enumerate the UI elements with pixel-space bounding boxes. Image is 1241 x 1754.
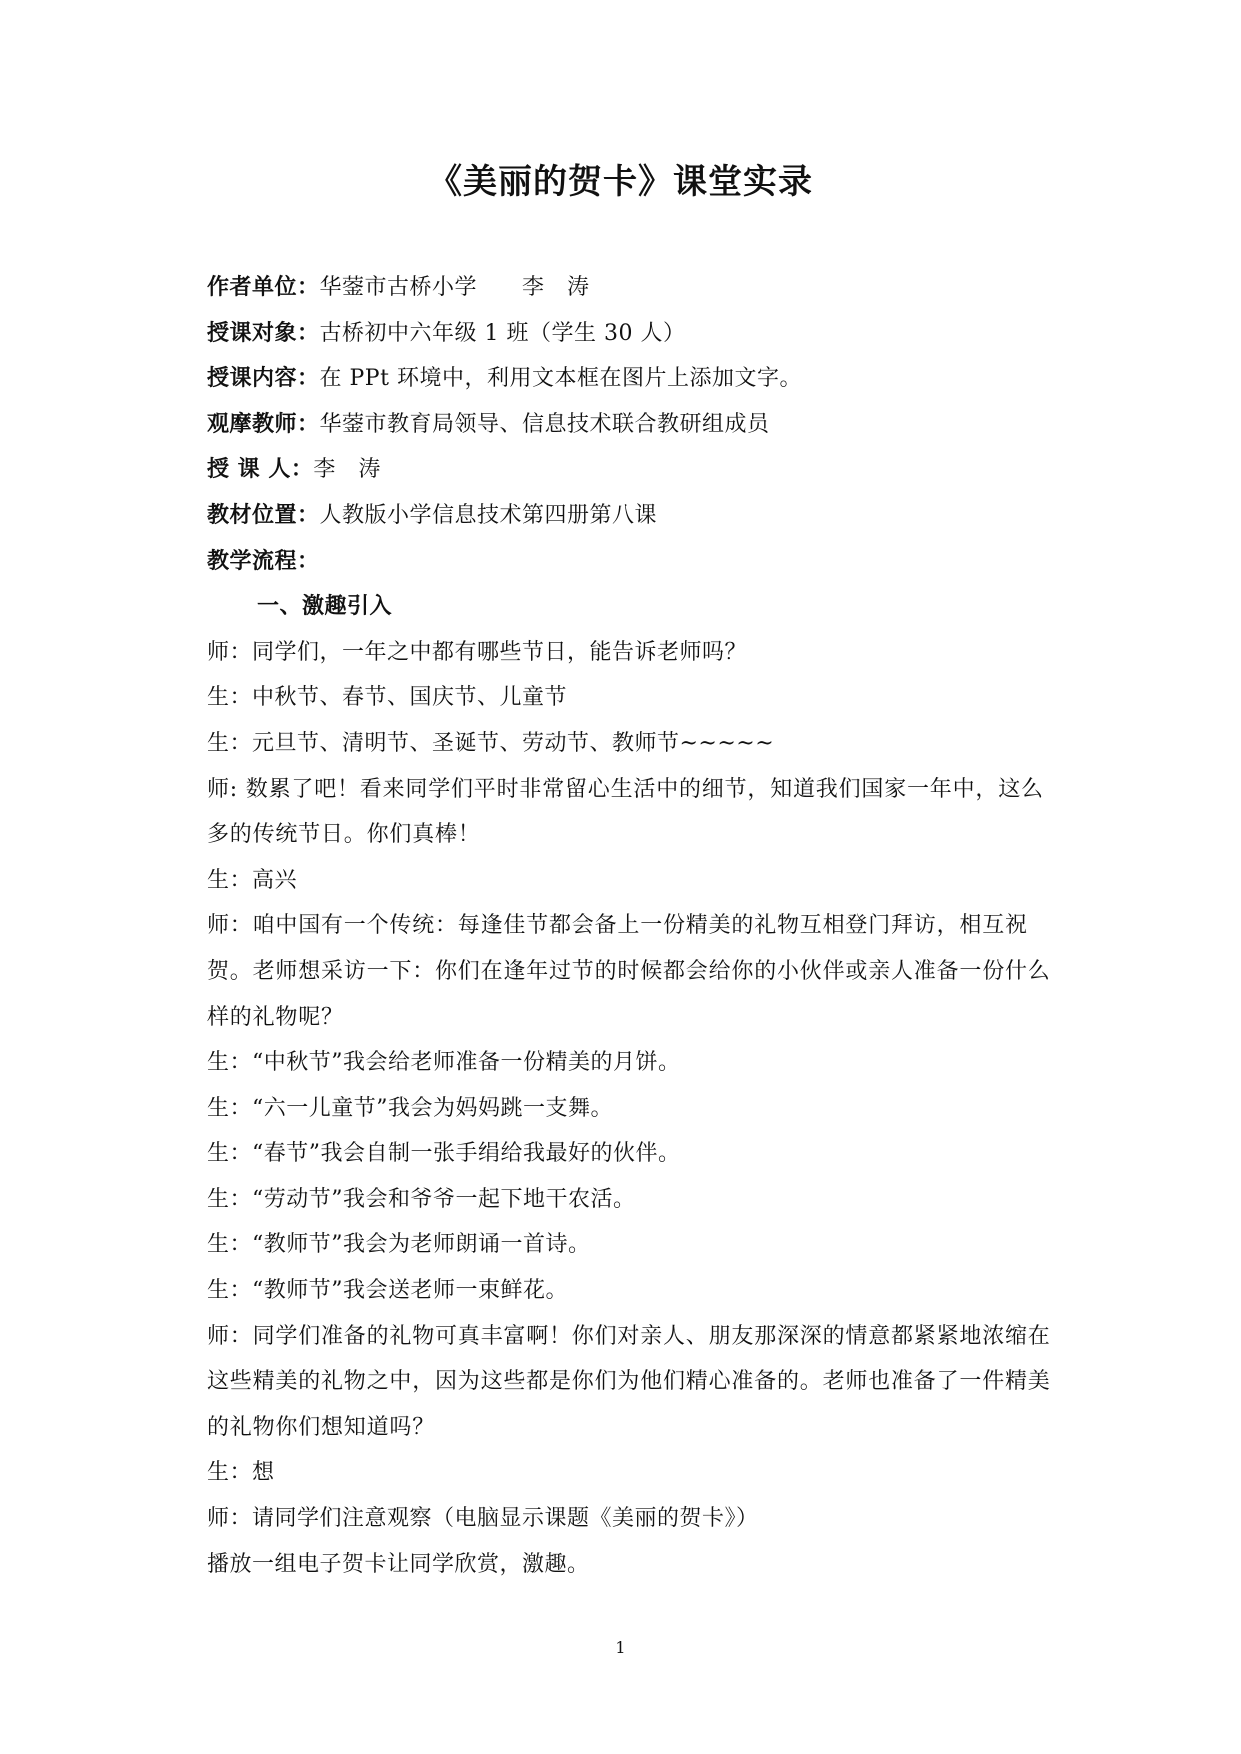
dialogue-line: 师：同学们准备的礼物可真丰富啊！你们对亲人、朋友那深深的情意都紧紧地浓缩在这些精美的礼物之中，因为这些都是你们为他们精心准备的。老师也准备了一件精美的礼物你们想知道吗？ bbox=[207, 1323, 1051, 1440]
dialogue-line: 生：中秋节、春节、国庆节、儿童节 bbox=[207, 685, 568, 711]
meta-line-process bbox=[207, 539, 1057, 585]
meta-label: 授 课 人： bbox=[207, 457, 314, 483]
page-number: 1 bbox=[615, 1638, 626, 1657]
meta-label: 授课对象： bbox=[207, 320, 320, 346]
dialogue-line: 生：元旦节、清明节、圣诞节、劳动节、教师节~~~~~ bbox=[207, 730, 775, 756]
document-title: 《美丽的贺卡》课堂实录 bbox=[428, 162, 813, 202]
dialogue-line: 播放一组电子贺卡让同学欣赏，激趣。 bbox=[207, 1551, 590, 1577]
meta-value: 华蓥市教育局领导、信息技术联合教研组成员 bbox=[319, 411, 770, 437]
dialogue-line: 生：“春节”我会自制一张手绢给我最好的伙伴。 bbox=[207, 1141, 681, 1167]
meta-label: 教材位置： bbox=[207, 502, 320, 528]
meta-label: 教学流程： bbox=[207, 548, 320, 574]
meta-value: 在 PPt 环境中，利用文本框在图片上添加文字。 bbox=[319, 366, 802, 392]
dialogue-line: 生：想 bbox=[207, 1460, 275, 1486]
meta-line-textbook bbox=[207, 493, 1057, 539]
document-body bbox=[207, 265, 1057, 1587]
meta-value: 华蓥市古桥小学 李 涛 bbox=[319, 275, 590, 300]
dialogue-line: 师：请同学们注意观察（电脑显示课题《美丽的贺卡》） bbox=[207, 1506, 759, 1532]
meta-label: 作者单位： bbox=[207, 275, 320, 300]
meta-value: 人教版小学信息技术第四册第八课 bbox=[319, 502, 658, 528]
dialogue-line: 师：咱中国有一个传统：每逢佳节都会备上一份精美的礼物互相登门拜访，相互祝贺。老师想采访一下：你们在逢年过节的时候都会给你的小伙伴或亲人准备一份什么样的礼物呢？ bbox=[207, 913, 1051, 1030]
section-heading: 一、激趣引入 bbox=[257, 594, 393, 620]
meta-line-content bbox=[207, 356, 1057, 402]
meta-value: 古桥初中六年级 1 班（学生 30 人） bbox=[319, 320, 686, 346]
meta-line-author bbox=[207, 265, 1057, 311]
dialogue-line: 生：“教师节”我会送老师一束鲜花。 bbox=[207, 1278, 568, 1304]
meta-line-teacher bbox=[207, 447, 1057, 493]
dialogue-line: 师：同学们，一年之中都有哪些节日，能告诉老师吗？ bbox=[207, 639, 748, 665]
dialogue-line: 生：“六一儿童节”我会为妈妈跳一支舞。 bbox=[207, 1095, 613, 1121]
meta-line-observers bbox=[207, 402, 1057, 448]
dialogue-line: 生：“劳动节”我会和爷爷一起下地干农活。 bbox=[207, 1186, 636, 1212]
dialogue-line: 生：高兴 bbox=[207, 867, 298, 893]
dialogue-line: 师: 数累了吧！看来同学们平时非常留心生活中的细节，知道我们国家一年中，这么多的传统节日。你们真棒！ bbox=[207, 776, 1044, 848]
dialogue-line: 生：“教师节”我会为老师朗诵一首诗。 bbox=[207, 1232, 591, 1258]
meta-label: 观摩教师： bbox=[207, 411, 320, 437]
meta-label: 授课内容： bbox=[207, 366, 320, 392]
meta-line-audience bbox=[207, 311, 1057, 357]
dialogue-line: 生：“中秋节”我会给老师准备一份精美的月饼。 bbox=[207, 1050, 681, 1076]
meta-value: 李 涛 bbox=[313, 457, 381, 483]
